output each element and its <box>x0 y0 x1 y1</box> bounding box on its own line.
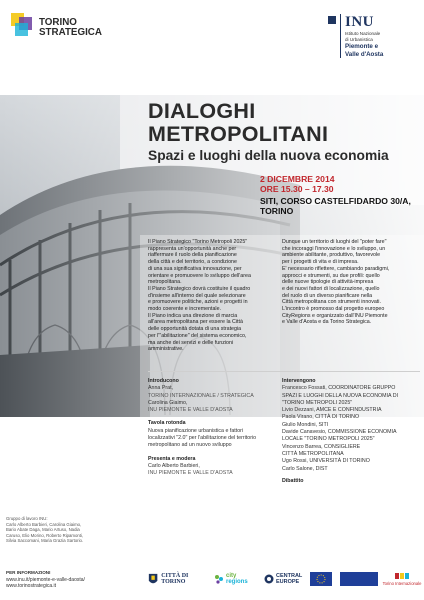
intro-left-line: e promuovere politiche, azioni e progetti in <box>148 299 248 306</box>
intro-right-line: delle nuove tipologie di attività-impresa <box>282 279 374 286</box>
event-time: ORE 15.30 – 17.30 <box>260 184 334 194</box>
brand-name: TORINO <box>39 17 77 28</box>
title-line-2: METROPOLITANI <box>148 122 329 146</box>
tavola-3: metropolitano ad un nuovo sviluppo <box>148 442 232 449</box>
introduce-2: TORINO INTERNAZIONALE / STRATEGICA <box>148 392 254 399</box>
intro-left-line: riaffermare il ruolo della pianificazione <box>148 252 237 259</box>
intro-right-line: ambiente abilitante, produttivo, favorevole <box>282 252 381 259</box>
speaker-line: Carlo Salone, DIST <box>282 465 328 472</box>
intro-right-line: Dunque un territorio di luoghi del "poter fare" <box>282 239 387 245</box>
intro-left-line: d'insieme all'interno del quale selezionare <box>148 292 246 299</box>
intro-left-line: Il Piano Strategico "Torino Metropoli 2025" <box>148 239 248 245</box>
intro-right-line: che incoraggi l'innovazione e lo sviluppo, un <box>282 245 386 252</box>
speaker-line: Giulio Mondini, SITI <box>282 421 329 428</box>
cityregions-logo <box>214 566 254 592</box>
eu-flag-icon <box>310 572 332 586</box>
introduce-1: Anna Prat, <box>148 385 174 392</box>
working-group <box>6 516 126 544</box>
tavola-heading: Tavola rotonda <box>148 420 186 427</box>
working-group-line: Caruso, Elio Morino, Roberto Ripamonti, <box>6 532 84 538</box>
program-left <box>148 378 276 478</box>
speaker-line: Ugo Rossi, UNIVERSITÀ DI TORINO <box>282 458 370 465</box>
tavola-2: localizzativi "2.0" per l'abilitazione del territorio <box>148 435 257 442</box>
central-europe-logo <box>264 566 304 592</box>
info-link-2[interactable]: www.torinostrategica.it <box>6 583 57 589</box>
cityregions-dots-icon <box>214 574 224 584</box>
info-label: PER INFORMAZIONI <box>6 570 51 575</box>
intro-right-line: L'incontro è promosso dal progetto europeo <box>282 306 385 313</box>
inu-region1: Piemonte e <box>345 43 379 51</box>
inu-line1: Istituto Nazionale <box>345 31 381 36</box>
intro-right-line: e Valle d'Aosta e da Torino Strategica. <box>282 319 372 326</box>
speaker-line: Vincenzo Barrea, CONSIGLIERE <box>282 443 361 450</box>
inu-line2: di Urbanistica <box>345 36 373 42</box>
intro-right-line: approcci e strumenti, su due profili: quello <box>282 272 380 279</box>
intro-left-line: di una sua significativa innovazione, per <box>148 265 242 272</box>
citta-label: CITTÀ DI TORINO <box>161 573 189 585</box>
torino-crest-icon <box>148 571 158 587</box>
intro-right-line: Città metropolitana con strumenti innovati. <box>282 299 381 306</box>
speaker-line: Davide Canavesio, COMMISSIONE ECONOMIA <box>282 429 397 436</box>
intro-left <box>148 239 276 353</box>
intro-left-line: amministrative. <box>148 346 184 353</box>
torino-strategica-logo <box>10 12 110 52</box>
central-europe-icon <box>264 574 274 584</box>
intro-right-line: per i progetti di vita e di impresa. <box>282 259 359 266</box>
brand-name-2: STRATEGICA <box>39 27 102 38</box>
citta-di-torino-logo <box>148 566 206 592</box>
intro-left-line: rappresenta un'opportunità anche per <box>148 245 237 252</box>
erdf-logo <box>340 566 380 592</box>
speaker-line: "TORINO METROPOLI 2025" <box>282 399 353 406</box>
intro-left-line: ma anche dei servizi e delle funzioni <box>148 339 234 346</box>
speaker-line: LOCALE "TORINO METROPOLI 2025" <box>282 436 375 443</box>
intro-left-line: modo coerente e incrementale. <box>148 306 222 313</box>
speaker-line: CITTÀ METROPOLITANA <box>282 450 344 457</box>
city-label: city <box>226 573 237 579</box>
torino-internazionale-logo <box>384 566 420 592</box>
intro-left-line: orientare e promuovere lo sviluppo dell'area <box>148 272 251 279</box>
speaker-line: SPAZI E LUOGHI DELLA NUOVA ECONOMIA DI <box>282 392 399 399</box>
event-place: SITI, CORSO CASTELFIDARDO 30/A, TORINO <box>260 196 411 216</box>
tavola-1: Nuova pianificazione urbanistica e fattori <box>148 427 244 434</box>
page-title <box>148 100 328 146</box>
dibattito: Dibattito <box>282 477 304 484</box>
presenta-2: INU PIEMONTE E VALLE D'AOSTA <box>148 470 233 477</box>
intro-left-line: metropolitana. <box>148 279 182 286</box>
inu-logo <box>328 14 420 58</box>
info-block <box>6 570 136 590</box>
divider <box>148 371 420 372</box>
intro-right-line: E' necessario riflettere, cambiando paradigmi, <box>282 265 390 272</box>
info-link-1[interactable]: www.inu.it/piemonte-e-valle-daosta/ <box>6 576 85 583</box>
europe-label: EUROPE <box>276 579 300 585</box>
central-label: CENTRAL <box>276 573 303 579</box>
torino-int-label: Torino Internazionale <box>382 580 422 586</box>
eu-flag-logo <box>310 566 336 592</box>
inu-acronym: INU <box>345 14 375 30</box>
intro-left-line: della città e del territorio, a condizione <box>148 259 237 266</box>
program-right <box>282 378 420 485</box>
intro-left-line: per l'"abilitazione" del sistema economico, <box>148 332 247 339</box>
intro-left-line: delle opportunità dotata di una strategia <box>148 326 242 333</box>
intro-left-line: Il Piano indica una direzione di marcia <box>148 312 238 319</box>
presenta-1: Carlo Alberto Barbieri, <box>148 462 200 469</box>
torino-strategica-mark-icon <box>10 12 36 38</box>
intervengono-heading: Intervengono <box>282 378 316 384</box>
intro-left-line: all'area metropolitana per essere la Città <box>148 319 243 326</box>
speaker-line: Francesco Fossati, COORDINATORE GRUPPO <box>282 385 396 392</box>
event-date: 2 DICEMBRE 2014 <box>260 174 335 184</box>
intro-right-line: CityRegions e organizzato dall'INU Piemonte <box>282 312 388 319</box>
introduce-heading: Introducono <box>148 378 179 384</box>
intro-right-line: del ruolo di un diverso pianificare nella <box>282 292 373 299</box>
introduce-3: Carolina Giaimo, <box>148 399 188 406</box>
intro-right-line: e dei nuovi fattori di localizzazione, quello <box>282 285 380 292</box>
presenta-heading: Presenta e modera <box>148 455 196 462</box>
working-group-line: Bario Abate Daga, Mario Artuso, Nadia <box>6 527 80 532</box>
speaker-line: Livio Dezzani, AMCE E CONFINDUSTRIA <box>282 407 382 414</box>
page-subtitle: Spazi e luoghi della nuova economia <box>148 148 389 163</box>
speakers-list <box>282 385 420 473</box>
working-group-line: Gruppo di lavoro INU: <box>6 516 48 521</box>
intro-right <box>282 239 420 326</box>
speaker-line: Paola Virano, CITTÀ DI TORINO <box>282 414 360 421</box>
regions-label: regions <box>226 579 248 585</box>
inu-region2: Valle d'Aosta <box>345 50 384 58</box>
title-line-1: DIALOGHI <box>148 99 256 123</box>
event-when <box>260 174 335 194</box>
introduce-4: INU PIEMONTE E VALLE D'AOSTA <box>148 407 233 414</box>
sponsor-logos <box>148 566 420 592</box>
working-group-line: Silvia Saccomani, Maria Grazia Sartorio. <box>6 538 84 543</box>
working-group-line: Carlo Alberto Barbieri, Carolina Giaimo, <box>6 521 82 527</box>
intro-left-line: Il Piano Strategico dovrà costituire il quadro <box>148 285 251 292</box>
